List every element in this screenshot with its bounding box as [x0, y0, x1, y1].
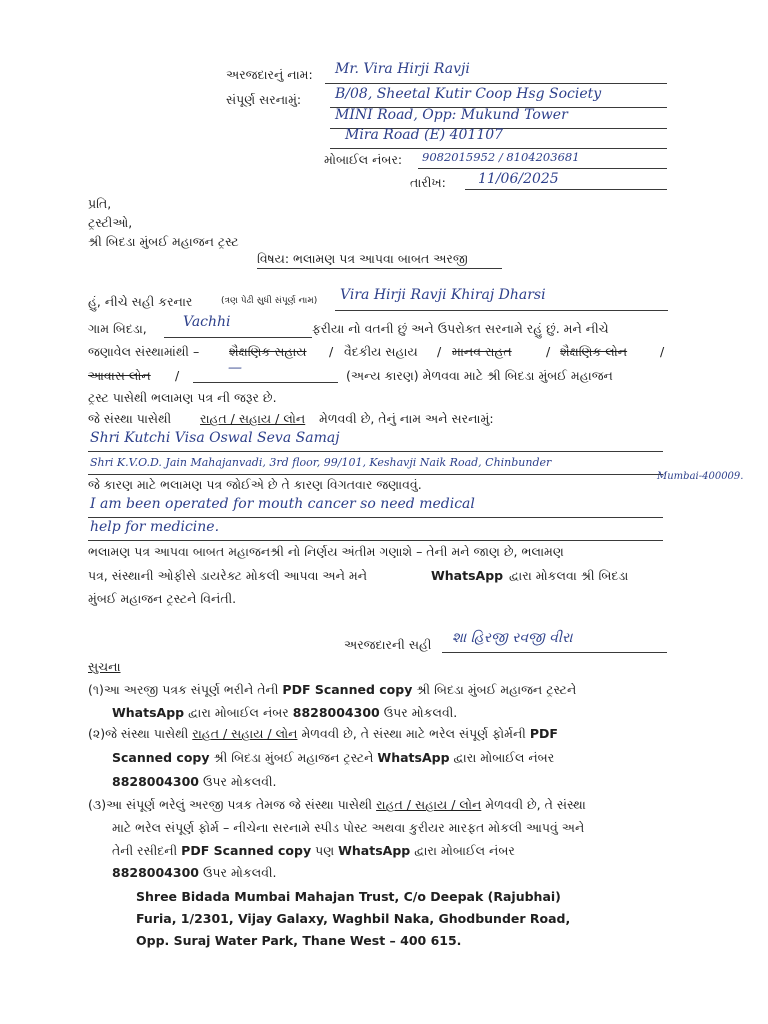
- mobile-line: [418, 167, 667, 169]
- address-label: સંપૂર્ણ સરનામું:: [226, 92, 302, 107]
- body-line-3-prefix: જણાવેલ સંસ્થામાંથી –: [88, 344, 200, 359]
- note-1-d: WhatsApp: [112, 705, 185, 720]
- note-2-c: મેળવવી છે, તે સંસ્થા માટે ભરેલ સંપૂર્ણ ફોર્મની: [301, 726, 526, 741]
- note-2-f: શ્રી બિદડા મુંબઈ મહાજન ટ્રસ્ટને: [213, 750, 374, 765]
- subject: વિષય: ભલામણ પત્ર આપવા બાબત અરજી: [257, 251, 468, 266]
- date-value: 11/06/2025: [478, 171, 559, 187]
- mobile-value: 9082015952 / 8104203681: [422, 150, 580, 164]
- body-line-9-whatsapp: WhatsApp: [431, 568, 504, 583]
- body-line-5: ટ્રસ્ટ પાસેથી ભલામણ પત્ર ની જરૂર છે.: [88, 390, 277, 405]
- note-3-i: દ્વારા મોબાઈલ નંબર: [414, 843, 515, 858]
- notes-heading: સુચના: [88, 659, 121, 674]
- note-3-b: રાહત / સહાય / લોન: [376, 797, 482, 812]
- option-separator-1: /: [329, 344, 334, 359]
- full-name-value: Vira Hirji Ravji Khiraj Dharsi: [340, 287, 546, 303]
- note-1-f: 8828004300: [292, 705, 380, 720]
- body-line-2-rest: ફરીયા નો વતની છું અને ઉપરોક્ત સરનામે રહું છું. મને નીચે: [312, 321, 609, 336]
- signature-line: [442, 651, 667, 653]
- note-2-b: રાહત / સહાય / લોન: [192, 726, 298, 741]
- note-2-h: દ્વારા મોબાઈલ નંબર: [453, 750, 555, 765]
- body-line-4-rest: (અન્ય કારણ) મેળવવા માટે શ્રી બિદડા મુંબઈ મહાજન: [346, 368, 613, 383]
- note-1-c: શ્રી બિદડા મુંબઈ મહાજન ટ્રસ્ટને: [416, 682, 577, 697]
- recipient-line-2: ટ્રસ્ટીઓ,: [88, 215, 133, 230]
- option-separator-2: /: [437, 344, 442, 359]
- note-3-e: તેની રસીદની: [112, 843, 178, 858]
- applicant-name-label: અરજદારનું નામ:: [226, 67, 313, 82]
- other-reason-line: [193, 381, 338, 383]
- note-1-g: ઉપર મોકલવી.: [383, 705, 458, 720]
- option-human-relief: માનવ રાહત: [452, 344, 512, 359]
- note-2-line-2: [112, 746, 554, 769]
- note-3-f: PDF Scanned copy: [181, 843, 312, 858]
- org-name-value: Shri Kutchi Visa Oswal Seva Samaj: [90, 430, 340, 446]
- note-3-c: મેળવવી છે, તે સંસ્થા: [485, 797, 586, 812]
- body-line-6-prefix: જે સંસ્થા પાસેથી: [88, 411, 172, 426]
- org-address-value-2: Mumbai-400009.: [657, 471, 744, 482]
- note-3-g: પણ: [315, 843, 335, 858]
- note-2-j: ઉપર મોકલવી.: [202, 774, 277, 789]
- org-address-line: [88, 473, 663, 475]
- note-3-k: ઉપર મોકલવી.: [202, 865, 277, 880]
- body-line-7: જે કારણ માટે ભલામણ પત્ર જોઈએ છે તે કારણ વિગતવાર જણાવવું.: [88, 477, 422, 492]
- note-3-a: (૩)આ સંપૂર્ણ ભરેલું અરજી પત્રક તેમજ જે સંસ્થા પાસેથી: [88, 797, 373, 812]
- note-2-e: Scanned copy: [112, 750, 210, 765]
- date-label: તારીખ:: [410, 175, 446, 190]
- org-address-value: Shri K.V.O.D. Jain Mahajanvadi, 3rd floor, 99/101, Keshavji Naik Road, Chinbunder: [90, 456, 552, 469]
- body-line-1-hint: (ત્રણ પેઢી સુધી સંપૂર્ણ નામ): [221, 296, 318, 306]
- note-2-line-3: [112, 770, 277, 793]
- note-2-i: 8828004300: [112, 774, 199, 789]
- signature-value: શા હિરજી રવજી વીરા: [452, 630, 573, 646]
- address-value-1: B/08, Sheetal Kutir Coop Hsg Society: [335, 86, 602, 102]
- note-3-j: 8828004300: [112, 865, 199, 880]
- applicant-name-value: Mr. Vira Hirji Ravji: [335, 61, 470, 77]
- body-line-9-a: પત્ર, સંસ્થાની ઓફીસે ડાયરેક્ટ મોકલી આપવા અને મને: [88, 568, 368, 583]
- reason-line-2: [88, 539, 663, 541]
- note-1-a: (૧)આ અરજી પત્રક સંપૂર્ણ ભરીને તેની: [88, 682, 279, 697]
- note-2-a: (૨)જે સંસ્થા પાસેથી: [88, 726, 189, 741]
- body-line-6-rest: મેળવવી છે, તેનું નામ અને સરનામું:: [319, 411, 494, 426]
- body-line-10: મુંબઈ મહાજન ટ્રસ્ટને વિનંતી.: [88, 591, 237, 606]
- note-3-line-4: [112, 861, 277, 884]
- recipient-line-3: શ્રી બિદડા મુંબઈ મહાજન ટ્રસ્ટ: [88, 234, 239, 249]
- org-name-line: [88, 450, 663, 452]
- note-1-e: દ્વારા મોબાઈલ નંબર: [188, 705, 289, 720]
- reason-value-2: help for medicine.: [90, 519, 220, 535]
- reason-line-1: [88, 516, 663, 518]
- recipient-line-1: પ્રતિ,: [88, 196, 112, 211]
- village-value: Vachhi: [183, 314, 231, 330]
- subject-underline: [257, 267, 502, 269]
- option-housing-loan: આવાસ લોન: [88, 368, 151, 383]
- option-medical-help: વૈદકીય સહાય: [344, 344, 418, 359]
- trust-address-line-1: Shree Bidada Mumbai Mahajan Trust, C/o Deepak (Rajubhai): [136, 889, 561, 904]
- date-line: [465, 188, 667, 190]
- note-1-b: PDF Scanned copy: [282, 682, 413, 697]
- trust-address-line-2: Furia, 1/2301, Vijay Galaxy, Waghbil Naka, Ghodbunder Road,: [136, 911, 571, 926]
- option-educational-loan: શૈક્ષણિક લોન: [560, 344, 628, 359]
- note-1-line-2: [112, 701, 457, 724]
- option-educational-help: શૈક્ષણિક સહાય: [229, 344, 307, 359]
- body-line-9-c: દ્વારા મોકલવા શ્રી બિદડા: [509, 568, 629, 583]
- body-line-6-options: રાહત / સહાય / લોન: [200, 411, 306, 426]
- trust-address-line-3: Opp. Suraj Water Park, Thane West – 400 615.: [136, 933, 462, 948]
- note-3-line-1: [88, 793, 586, 816]
- reason-value-1: I am been operated for mouth cancer so need medical: [90, 496, 475, 512]
- option-separator-3: /: [546, 344, 551, 359]
- body-line-8-a: ભલામણ પત્ર આપવા બાબત મહાજનશ્રી નો નિર્ણય અંતીમ ગણાશે – તેની મને જાણ છે, ભલામણ: [88, 544, 564, 559]
- note-3-line-3: [112, 839, 515, 862]
- address-value-3: Mira Road (E) 401107: [345, 127, 504, 143]
- note-2-d: PDF: [529, 726, 558, 741]
- applicant-name-line: [325, 82, 667, 84]
- address-value-2: MINI Road, Opp: Mukund Tower: [335, 107, 568, 123]
- address-line-3: [330, 147, 667, 149]
- village-label: ગામ બિદડા,: [88, 321, 147, 336]
- mobile-label: મોબાઈલ નંબર:: [324, 152, 403, 167]
- note-3-line-2: માટે ભરેલ સંપૂર્ણ ફોર્મ – નીચેના સરનામે સ્પીડ પોસ્ટ અથવા કુરીયર મારફત મોકલી આપવું અને: [112, 820, 585, 835]
- note-3-h: WhatsApp: [338, 843, 411, 858]
- full-name-line: [335, 309, 668, 311]
- signature-label: અરજદારની સહી: [344, 637, 432, 652]
- note-2-line-1: [88, 722, 558, 745]
- village-line: [164, 336, 312, 338]
- option-separator-4: /: [660, 344, 665, 359]
- other-reason-value: —: [228, 360, 242, 376]
- option-separator-5: /: [175, 368, 180, 383]
- note-2-g: WhatsApp: [377, 750, 450, 765]
- note-1-line-1: [88, 678, 576, 701]
- body-line-1-prefix: હું, નીચે સહી કરનાર: [88, 294, 193, 309]
